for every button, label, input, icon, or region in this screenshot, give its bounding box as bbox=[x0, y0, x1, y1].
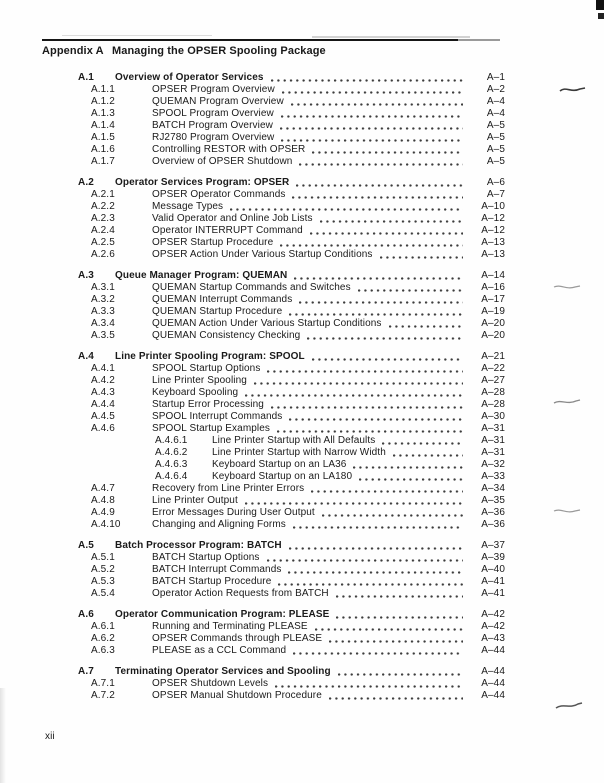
margin-squiggle-mark bbox=[552, 505, 582, 517]
toc-entry bbox=[78, 201, 505, 213]
toc-entry-number: A.4.6.1 bbox=[155, 435, 188, 446]
toc-entry bbox=[78, 399, 505, 411]
toc-entry-page: A–4 bbox=[486, 96, 505, 107]
dot-leader bbox=[254, 382, 463, 385]
toc-entry bbox=[78, 459, 505, 471]
toc-entry bbox=[78, 471, 505, 483]
margin-squiggle-mark bbox=[558, 84, 588, 96]
toc-entry-number: A.2.2 bbox=[91, 201, 115, 212]
toc-entry-number: A.1.2 bbox=[91, 96, 115, 107]
toc-entry-title: Operator Services Program: OPSER bbox=[115, 177, 290, 188]
toc-entry-number: A.4.1 bbox=[91, 363, 115, 374]
toc-entry-number: A.4.6.3 bbox=[155, 459, 188, 470]
dot-leader bbox=[358, 289, 463, 292]
dot-leader bbox=[230, 208, 463, 211]
toc-entry bbox=[78, 411, 505, 423]
dot-leader bbox=[320, 220, 463, 223]
toc-entry-title: OPSER Action Under Various Startup Conditions bbox=[152, 249, 373, 260]
toc-entry-page: A–44 bbox=[481, 666, 505, 677]
dot-leader bbox=[289, 418, 463, 421]
toc-entry-title: SPOOL Interrupt Commands bbox=[152, 411, 283, 422]
dot-leader bbox=[289, 313, 463, 316]
dot-leader bbox=[315, 628, 463, 631]
toc-entry-number: A.2.4 bbox=[91, 225, 115, 236]
dot-leader bbox=[382, 442, 463, 445]
dot-leader bbox=[267, 559, 463, 562]
toc-entry-title: OPSER Startup Procedure bbox=[152, 237, 274, 248]
toc-entry-page: A–35 bbox=[481, 495, 505, 506]
dot-leader bbox=[294, 277, 463, 280]
header-rule bbox=[42, 39, 458, 41]
toc-section bbox=[78, 351, 505, 531]
toc-entry-page: A–17 bbox=[481, 294, 505, 305]
header-rule-extension bbox=[458, 39, 500, 41]
toc-entry-page: A–32 bbox=[481, 459, 505, 470]
toc-entry-number: A.5.3 bbox=[91, 576, 115, 587]
toc-entry bbox=[78, 678, 505, 690]
toc-entry-page: A–42 bbox=[481, 609, 505, 620]
toc-entry bbox=[78, 690, 505, 702]
toc-entry bbox=[78, 375, 505, 387]
margin-squiggle-mark bbox=[552, 281, 582, 293]
toc-entry bbox=[78, 306, 505, 318]
dot-leader bbox=[299, 163, 463, 166]
toc-entry-page: A–14 bbox=[481, 270, 505, 281]
toc-entry bbox=[78, 423, 505, 435]
toc-entry-page: A–31 bbox=[481, 435, 505, 446]
toc-entry-title: SPOOL Program Overview bbox=[152, 108, 274, 119]
toc-entry bbox=[78, 237, 505, 249]
toc-entry-number: A.4.6 bbox=[91, 423, 115, 434]
toc-entry bbox=[78, 447, 505, 459]
toc-entry-page: A–31 bbox=[481, 423, 505, 434]
toc-entry bbox=[78, 156, 505, 168]
toc-entry bbox=[78, 552, 505, 564]
toc-entry bbox=[78, 576, 505, 588]
toc-entry-number: A.4 bbox=[78, 351, 94, 362]
toc-entry-number: A.3.1 bbox=[91, 282, 115, 293]
toc-entry-page: A–44 bbox=[481, 678, 505, 689]
dot-leader bbox=[271, 406, 463, 409]
toc-entry-page: A–42 bbox=[481, 621, 505, 632]
page-number: xii bbox=[45, 731, 55, 742]
toc-entry-title: SPOOL Startup Options bbox=[152, 363, 261, 374]
toc-entry-page: A–43 bbox=[481, 633, 505, 644]
toc-entry-title: BATCH Program Overview bbox=[152, 120, 273, 131]
toc-entry-title: Operator INTERRUPT Command bbox=[152, 225, 303, 236]
toc-entry-page: A–33 bbox=[481, 471, 505, 482]
dot-leader bbox=[292, 196, 463, 199]
toc-entry bbox=[78, 318, 505, 330]
toc-entry-number: A.3.2 bbox=[91, 294, 115, 305]
toc-entry bbox=[78, 609, 505, 621]
toc-entry-number: A.2.1 bbox=[91, 189, 115, 200]
toc-entry-title: Terminating Operator Services and Spooling bbox=[115, 666, 331, 677]
toc-entry bbox=[78, 72, 505, 84]
toc-entry-number: A.1.4 bbox=[91, 120, 115, 131]
toc-entry-number: A.5 bbox=[78, 540, 94, 551]
toc-entry-number: A.2.5 bbox=[91, 237, 115, 248]
toc-entry bbox=[78, 96, 505, 108]
toc-entry-page: A–36 bbox=[481, 507, 505, 518]
toc-entry-title: QUEMAN Consistency Checking bbox=[152, 330, 301, 341]
toc-entry-page: A–31 bbox=[481, 447, 505, 458]
toc-entry-page: A–6 bbox=[486, 177, 505, 188]
toc-entry-title: OPSER Shutdown Levels bbox=[152, 678, 269, 689]
toc-entry-page: A–21 bbox=[481, 351, 505, 362]
toc-entry-number: A.4.10 bbox=[91, 519, 121, 530]
dot-leader bbox=[296, 184, 463, 187]
toc-entry-title: RJ2780 Program Overview bbox=[152, 132, 275, 143]
appendix-label: Appendix A bbox=[42, 45, 104, 57]
toc-entry-page: A–34 bbox=[481, 483, 505, 494]
toc-entry bbox=[78, 564, 505, 576]
dot-leader bbox=[288, 571, 463, 574]
toc-entry-number: A.7.1 bbox=[91, 678, 115, 689]
toc-entry-page: A–7 bbox=[486, 189, 505, 200]
dot-leader bbox=[293, 652, 463, 655]
toc-entry-title: OPSER Commands through PLEASE bbox=[152, 633, 323, 644]
dot-leader bbox=[380, 256, 463, 259]
toc-entry-number: A.1.7 bbox=[91, 156, 115, 167]
toc-entry-title: QUEMAN Program Overview bbox=[152, 96, 284, 107]
dot-leader bbox=[329, 697, 463, 700]
toc-entry-title: Keyboard Spooling bbox=[152, 387, 239, 398]
toc-entry-title: Overview of OPSER Shutdown bbox=[152, 156, 293, 167]
dot-leader bbox=[280, 244, 463, 247]
toc-entry-title: OPSER Operator Commands bbox=[152, 189, 286, 200]
toc-entry bbox=[78, 507, 505, 519]
scan-ghost-line bbox=[312, 36, 470, 38]
toc-entry-title: Startup Error Processing bbox=[152, 399, 264, 410]
toc-entry bbox=[78, 483, 505, 495]
toc-entry-title: Line Printer Startup with Narrow Width bbox=[212, 447, 386, 458]
toc-entry-title: Line Printer Output bbox=[152, 495, 238, 506]
toc-entry bbox=[78, 387, 505, 399]
toc-entry-number: A.2 bbox=[78, 177, 94, 188]
toc-entry bbox=[78, 120, 505, 132]
toc-section bbox=[78, 609, 505, 657]
dot-leader bbox=[338, 673, 463, 676]
toc-entry-title: Changing and Aligning Forms bbox=[152, 519, 286, 530]
toc-entry-page: A–5 bbox=[486, 156, 505, 167]
dot-leader bbox=[329, 640, 463, 643]
dot-leader bbox=[336, 595, 463, 598]
toc-entry-title: QUEMAN Action Under Various Startup Conditions bbox=[152, 318, 382, 329]
toc-entry-number: A.4.5 bbox=[91, 411, 115, 422]
toc-entry-number: A.4.3 bbox=[91, 387, 115, 398]
toc-entry-number: A.5.2 bbox=[91, 564, 115, 575]
toc-entry bbox=[78, 330, 505, 342]
toc-entry-page: A–36 bbox=[481, 519, 505, 530]
toc-entry-page: A–4 bbox=[486, 108, 505, 119]
toc-entry-page: A–41 bbox=[481, 588, 505, 599]
dot-leader bbox=[291, 103, 463, 106]
toc-entry-number: A.6.1 bbox=[91, 621, 115, 632]
toc-entry bbox=[78, 144, 505, 156]
toc-entry-title: Operator Action Requests from BATCH bbox=[152, 588, 329, 599]
toc-entry-page: A–10 bbox=[481, 201, 505, 212]
toc-entry-number: A.1.1 bbox=[91, 84, 115, 95]
dot-leader bbox=[280, 127, 463, 130]
toc-entry-number: A.1 bbox=[78, 72, 94, 83]
toc-entry-page: A–41 bbox=[481, 576, 505, 587]
toc-entry-page: A–37 bbox=[481, 540, 505, 551]
toc-entry-page: A–5 bbox=[486, 120, 505, 131]
toc-entry bbox=[78, 633, 505, 645]
toc-entry bbox=[78, 84, 505, 96]
toc-entry-page: A–19 bbox=[481, 306, 505, 317]
toc-entry-title: Batch Processor Program: BATCH bbox=[115, 540, 282, 551]
appendix-heading bbox=[42, 45, 326, 57]
toc-entry bbox=[78, 351, 505, 363]
toc-entry bbox=[78, 645, 505, 657]
dot-leader bbox=[353, 466, 463, 469]
toc-entry-title: QUEMAN Startup Commands and Switches bbox=[152, 282, 351, 293]
dot-leader bbox=[282, 91, 463, 94]
toc-section bbox=[78, 666, 505, 702]
toc-entry-title: Overview of Operator Services bbox=[115, 72, 264, 83]
toc-entry-number: A.1.5 bbox=[91, 132, 115, 143]
toc-entry-number: A.2.3 bbox=[91, 213, 115, 224]
toc-entry bbox=[78, 519, 505, 531]
toc-entry-title: QUEMAN Startup Procedure bbox=[152, 306, 283, 317]
toc-entry-page: A–20 bbox=[481, 330, 505, 341]
toc-entry-page: A–44 bbox=[481, 645, 505, 656]
toc-entry bbox=[78, 132, 505, 144]
toc-entry bbox=[78, 177, 505, 189]
toc-entry bbox=[78, 495, 505, 507]
toc-entry-title: Line Printer Spooling bbox=[152, 375, 247, 386]
toc-entry-title: Line Printer Spooling Program: SPOOL bbox=[115, 351, 305, 362]
toc-entry-number: A.1.6 bbox=[91, 144, 115, 155]
dot-leader bbox=[275, 685, 463, 688]
toc-entry bbox=[78, 225, 505, 237]
dot-leader bbox=[293, 526, 463, 529]
dot-leader bbox=[277, 430, 463, 433]
toc-entry bbox=[78, 435, 505, 447]
scan-corner-mark bbox=[596, 0, 604, 10]
toc-entry-page: A–39 bbox=[481, 552, 505, 563]
toc-entry bbox=[78, 363, 505, 375]
toc-entry-page: A–44 bbox=[481, 690, 505, 701]
dot-leader bbox=[393, 454, 463, 457]
toc-entry-page: A–12 bbox=[481, 213, 505, 224]
toc-entry bbox=[78, 666, 505, 678]
toc-section bbox=[78, 270, 505, 342]
dot-leader bbox=[271, 79, 463, 82]
toc-entry bbox=[78, 282, 505, 294]
dot-leader bbox=[322, 514, 463, 517]
dot-leader bbox=[278, 583, 463, 586]
toc-entry-number: A.4.7 bbox=[91, 483, 115, 494]
toc-entry-page: A–13 bbox=[481, 237, 505, 248]
dot-leader bbox=[336, 616, 463, 619]
dot-leader bbox=[307, 337, 463, 340]
toc-entry bbox=[78, 189, 505, 201]
toc-entry bbox=[78, 213, 505, 225]
toc-entry-number: A.4.6.4 bbox=[155, 471, 188, 482]
toc-entry-number: A.5.4 bbox=[91, 588, 115, 599]
toc-entry-title: SPOOL Startup Examples bbox=[152, 423, 270, 434]
toc-entry-page: A–40 bbox=[481, 564, 505, 575]
scan-edge-smudge bbox=[0, 688, 6, 783]
toc-entry-page: A–28 bbox=[481, 387, 505, 398]
dot-leader bbox=[312, 151, 463, 154]
toc-entry-page: A–5 bbox=[486, 132, 505, 143]
toc-entry-number: A.5.1 bbox=[91, 552, 115, 563]
dot-leader bbox=[359, 478, 463, 481]
toc-section bbox=[78, 72, 505, 168]
toc-entry-number: A.4.2 bbox=[91, 375, 115, 386]
appendix-title: Managing the OPSER Spooling Package bbox=[112, 45, 326, 57]
dot-leader bbox=[281, 115, 463, 118]
toc-entry bbox=[78, 588, 505, 600]
dot-leader bbox=[299, 301, 463, 304]
scan-corner-mark bbox=[598, 13, 604, 19]
toc-entry-page: A–16 bbox=[481, 282, 505, 293]
toc-entry bbox=[78, 621, 505, 633]
toc-entry-number: A.3.5 bbox=[91, 330, 115, 341]
dot-leader bbox=[245, 502, 463, 505]
toc-entry-number: A.3.4 bbox=[91, 318, 115, 329]
dot-leader bbox=[311, 490, 463, 493]
toc-entry-page: A–1 bbox=[486, 72, 505, 83]
toc-section bbox=[78, 177, 505, 261]
dot-leader bbox=[389, 325, 463, 328]
table-of-contents bbox=[78, 72, 505, 702]
margin-squiggle-mark bbox=[554, 700, 584, 712]
toc-entry-number: A.6 bbox=[78, 609, 94, 620]
dot-leader bbox=[245, 394, 463, 397]
toc-entry-number: A.7 bbox=[78, 666, 94, 677]
toc-entry-page: A–12 bbox=[481, 225, 505, 236]
toc-entry-number: A.4.8 bbox=[91, 495, 115, 506]
dot-leader bbox=[289, 547, 463, 550]
toc-entry-number: A.1.3 bbox=[91, 108, 115, 119]
toc-entry-number: A.2.6 bbox=[91, 249, 115, 260]
toc-entry-number: A.3.3 bbox=[91, 306, 115, 317]
toc-entry-title: Keyboard Startup on an LA180 bbox=[212, 471, 353, 482]
toc-entry-title: Recovery from Line Printer Errors bbox=[152, 483, 305, 494]
toc-section bbox=[78, 540, 505, 600]
toc-entry bbox=[78, 294, 505, 306]
toc-entry-number: A.4.6.2 bbox=[155, 447, 188, 458]
toc-entry-number: A.6.3 bbox=[91, 645, 115, 656]
dot-leader bbox=[312, 358, 463, 361]
toc-entry-page: A–2 bbox=[486, 84, 505, 95]
toc-entry-page: A–30 bbox=[481, 411, 505, 422]
toc-entry-title: PLEASE as a CCL Command bbox=[152, 645, 287, 656]
scan-ghost-line bbox=[62, 35, 212, 36]
toc-entry-title: Controlling RESTOR with OPSER bbox=[152, 144, 306, 155]
toc-entry-title: Valid Operator and Online Job Lists bbox=[152, 213, 313, 224]
toc-entry-title: Operator Communication Program: PLEASE bbox=[115, 609, 330, 620]
toc-entry-page: A–13 bbox=[481, 249, 505, 260]
toc-entry-title: Keyboard Startup on an LA36 bbox=[212, 459, 347, 470]
toc-entry-title: OPSER Manual Shutdown Procedure bbox=[152, 690, 322, 701]
toc-entry-page: A–22 bbox=[481, 363, 505, 374]
toc-entry-title: Running and Terminating PLEASE bbox=[152, 621, 308, 632]
toc-entry-title: Line Printer Startup with All Defaults bbox=[212, 435, 376, 446]
margin-squiggle-mark bbox=[552, 396, 582, 408]
toc-entry-title: BATCH Startup Procedure bbox=[152, 576, 272, 587]
toc-entry bbox=[78, 108, 505, 120]
toc-entry-title: OPSER Program Overview bbox=[152, 84, 275, 95]
toc-entry-number: A.7.2 bbox=[91, 690, 115, 701]
dot-leader bbox=[267, 370, 463, 373]
toc-entry-number: A.6.2 bbox=[91, 633, 115, 644]
toc-entry-page: A–5 bbox=[486, 144, 505, 155]
toc-entry-number: A.3 bbox=[78, 270, 94, 281]
toc-entry-page: A–27 bbox=[481, 375, 505, 386]
toc-entry-title: Queue Manager Program: QUEMAN bbox=[115, 270, 288, 281]
dot-leader bbox=[310, 232, 463, 235]
toc-entry-number: A.4.4 bbox=[91, 399, 115, 410]
toc-entry-number: A.4.9 bbox=[91, 507, 115, 518]
toc-entry bbox=[78, 270, 505, 282]
dot-leader bbox=[281, 139, 463, 142]
toc-entry-title: Message Types bbox=[152, 201, 224, 212]
toc-entry-page: A–20 bbox=[481, 318, 505, 329]
toc-entry-page: A–28 bbox=[481, 399, 505, 410]
toc-entry-title: BATCH Startup Options bbox=[152, 552, 260, 563]
toc-entry-title: QUEMAN Interrupt Commands bbox=[152, 294, 293, 305]
toc-entry bbox=[78, 249, 505, 261]
toc-entry-title: BATCH Interrupt Commands bbox=[152, 564, 282, 575]
toc-entry bbox=[78, 540, 505, 552]
toc-entry-title: Error Messages During User Output bbox=[152, 507, 315, 518]
